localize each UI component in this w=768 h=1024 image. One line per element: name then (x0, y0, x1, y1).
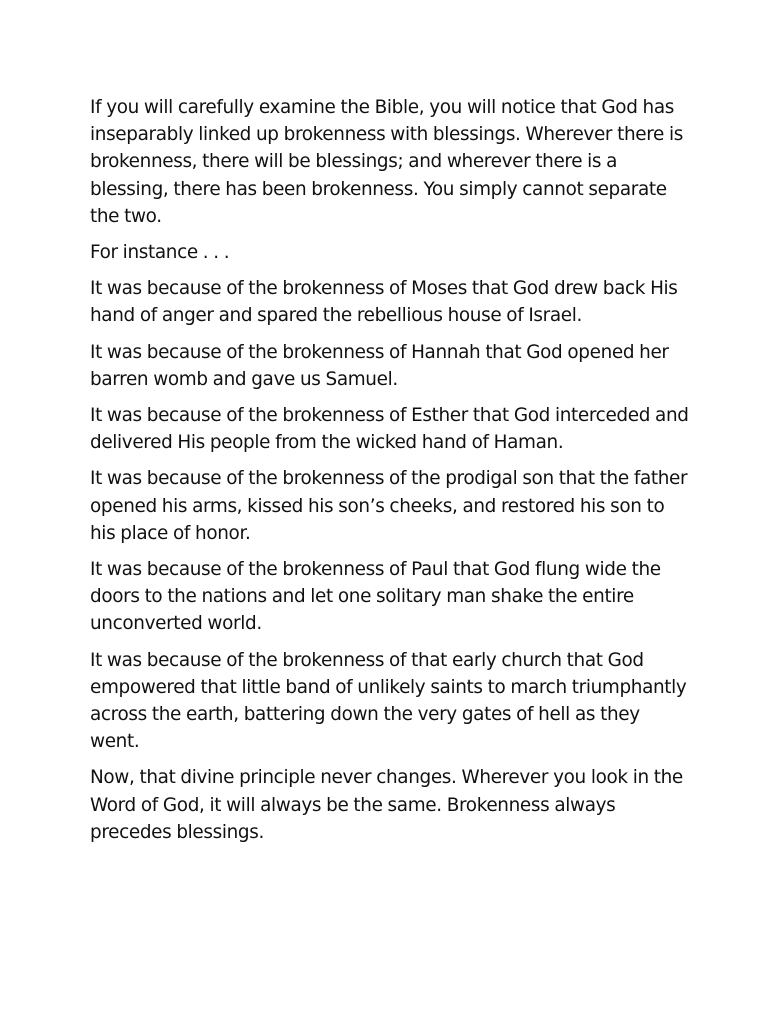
paragraph-prodigal-son: It was because of the brokenness of the prodigal son that the father opened his arms, kissed his son’s cheeks, and restored his son to his place of honor. (90, 468, 688, 544)
paragraph-early-church: It was because of the brokenness of that early church that God empowered that little band of unlikely saints to march triumphantly across the earth, battering down the very gates of hell as they went. (90, 649, 687, 753)
paragraph-conclusion: Now, that divine principle never changes. Wherever you look in the Word of God, it will always be the same. Brokenness always precedes blessings. (90, 767, 683, 843)
paragraph-hannah: It was because of the brokenness of Hannah that God opened her barren womb and gave us Samuel. (90, 341, 669, 390)
paragraph-for-instance: For instance . . . (90, 242, 230, 264)
paragraph-moses: It was because of the brokenness of Moses that God drew back His hand of anger and spared the rebellious house of Israel. (90, 278, 678, 327)
document-page (90, 94, 690, 855)
paragraph-intro: If you will carefully examine the Bible, you will notice that God has inseparably linked up brokenness with blessings. Wherever there is brokenness, there will be blessings; and wherever there is a blessing, there has been brokenness. You simply cannot separate the two. (90, 97, 684, 227)
paragraph-paul: It was because of the brokenness of Paul that God flung wide the doors to the nations and let one solitary man shake the entire unconverted world. (90, 559, 661, 635)
paragraph-esther: It was because of the brokenness of Esther that God interceded and delivered His people from the wicked hand of Haman. (90, 405, 689, 454)
